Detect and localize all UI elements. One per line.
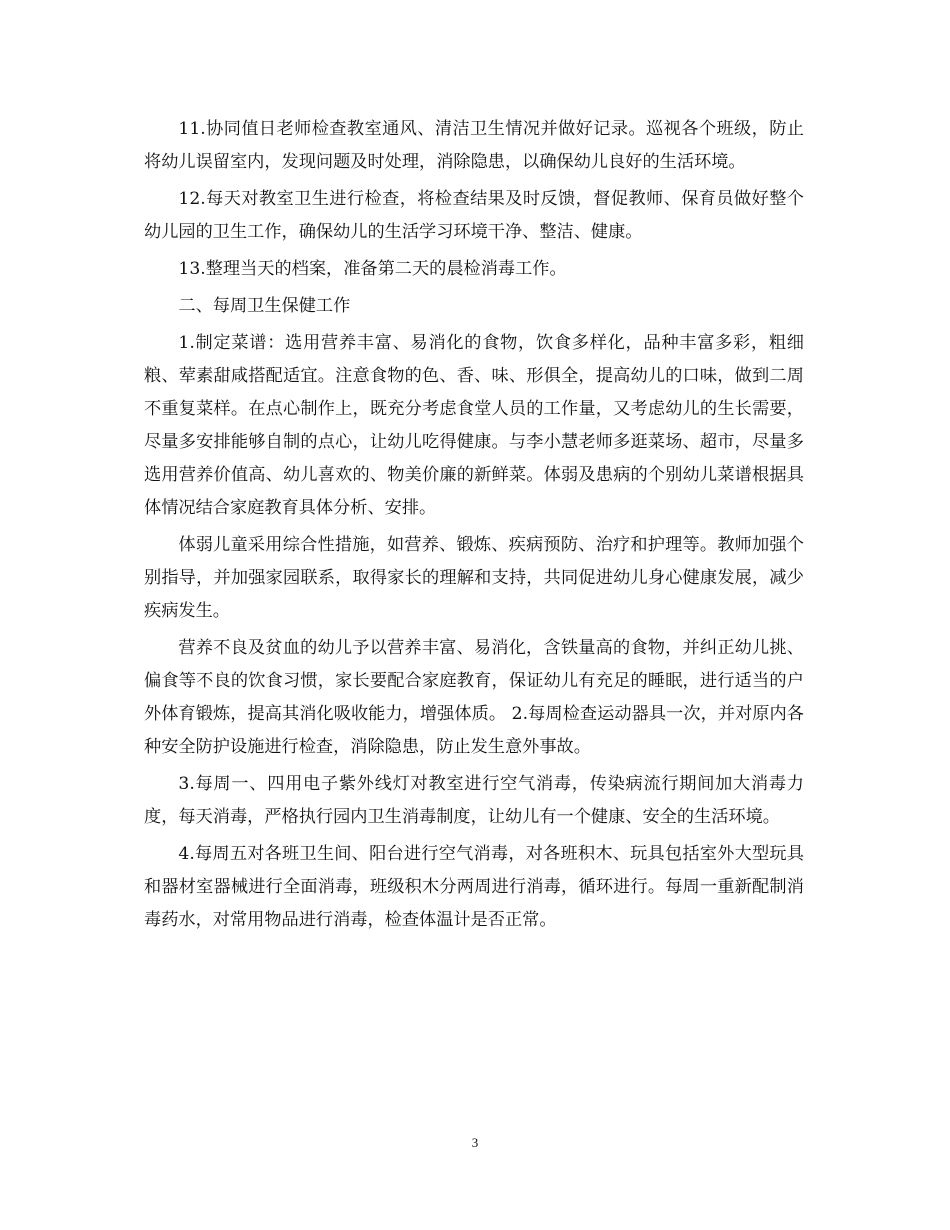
paragraph-friday-disinfection: 4.每周五对各班卫生间、阳台进行空气消毒，对各班积木、玩具包括室外大型玩具和器材室器械进行全面消毒，班级积木分两周进行消毒，循环进行。每周一重新配制消毒药水，对常用物品进行消毒，检查体温计是否正常。 [144, 844, 804, 930]
section-heading-weekly: 二、每周卫生保健工作 [178, 296, 351, 316]
paragraph-weak-children: 体弱儿童采用综合性措施，如营养、锻炼、疾病预防、治疗和护理等。教师加强个别指导，并加强家园联系，取得家长的理解和支持，共同促进幼儿身心健康发展，减少疾病发生。 [144, 535, 804, 621]
paragraph-malnutrition: 营养不良及贫血的幼儿予以营养丰富、易消化，含铁量高的食物，并纠正幼儿挑、偏食等不良的饮食习惯，家长要配合家庭教育，保证幼儿有充足的睡眠，进行适当的户外体育锻炼，提高其消化吸收能力，增强体质。 2.每周检查运动器具一次，并对原内各种安全防护设施进行检查，消除隐患，防止发生意外事故。 [144, 638, 804, 757]
paragraph-item-11: 11.协同值日老师检查教室通风、清洁卫生情况并做好记录。巡视各个班级，防止将幼儿误留室内，发现问题及时处理，消除隐患，以确保幼儿良好的生活环境。 [144, 119, 804, 172]
paragraph-menu: 1.制定菜谱：选用营养丰富、易消化的食物，饮食多样化，品种丰富多彩，粗细粮、荤素甜咸搭配适宜。注意食物的色、香、味、形俱全，提高幼儿的口味，做到二周不重复菜样。在点心制作上，既充分考虑食堂人员的工作量，又考虑幼儿的生长需要，尽量多安排能够自制的点心，让幼儿吃得健康。与李小慧老师多逛菜场、超市，尽量多选用营养价值高、幼儿喜欢的、物美价廉的新鲜菜。体弱及患病的个别幼儿菜谱根据具体情况结合家庭教育具体分析、安排。 [144, 333, 804, 518]
paragraph-item-12: 12.每天对教室卫生进行检查，将检查结果及时反馈，督促教师、保育员做好整个幼儿园的卫生工作，确保幼儿的生活学习环境干净、整洁、健康。 [144, 189, 804, 242]
document-body [144, 113, 804, 941]
paragraph-item-13: 13.整理当天的档案，准备第二天的晨检消毒工作。 [178, 259, 567, 279]
paragraph-uv-disinfection: 3.每周一、四用电子紫外线灯对教室进行空气消毒，传染病流行期间加大消毒力度，每天消毒，严格执行园内卫生消毒制度，让幼儿有一个健康、安全的生活环境。 [144, 774, 804, 827]
page-number: 3 [471, 1135, 479, 1150]
